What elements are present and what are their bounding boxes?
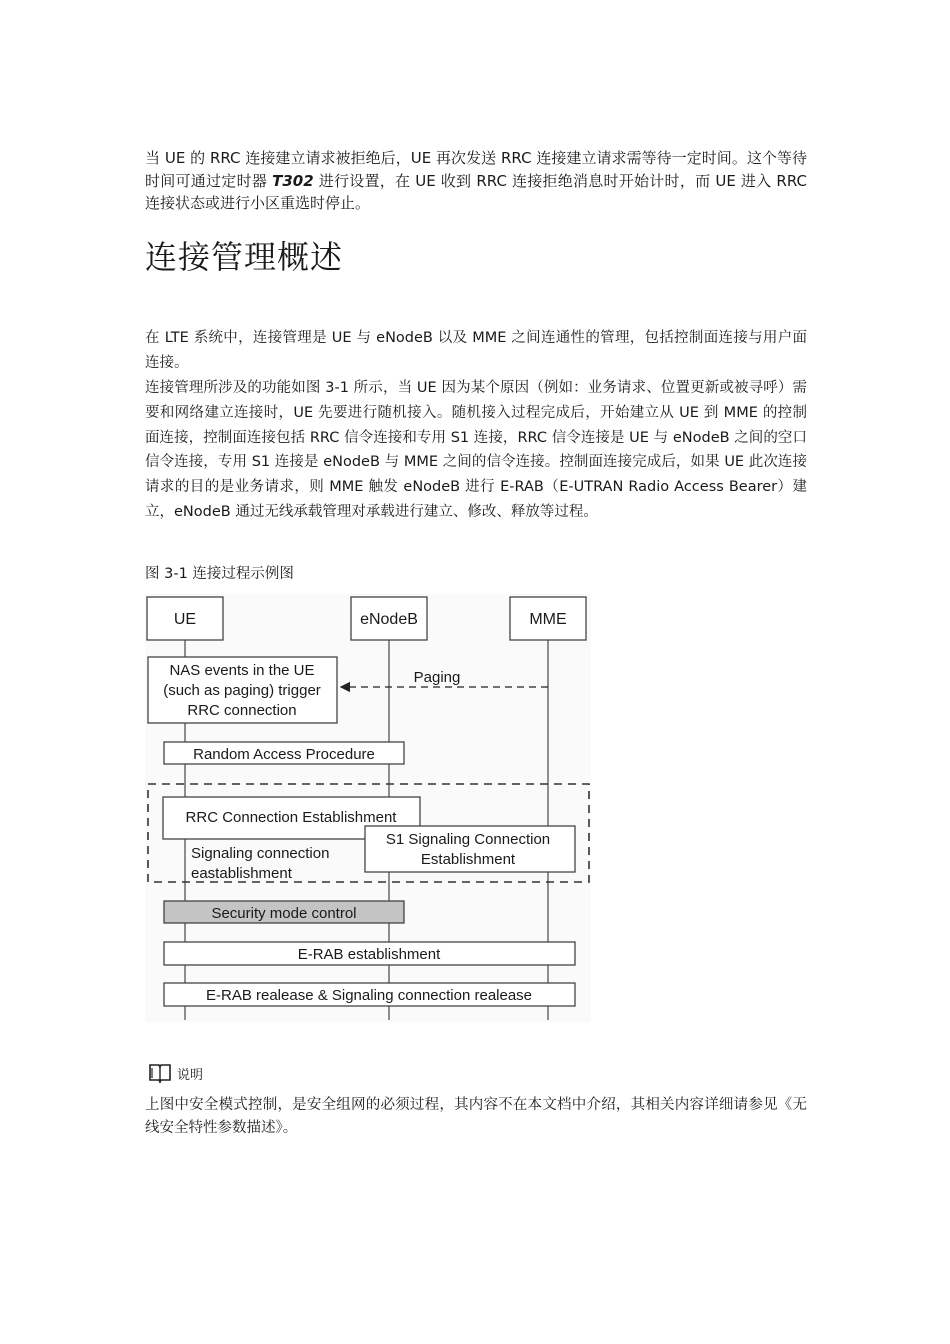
signaling-line-1: Signaling connection [191, 845, 330, 862]
erab-establishment-label: E-RAB establishment [297, 946, 441, 963]
security-mode-box [164, 901, 404, 923]
erab-release-box [164, 983, 575, 1006]
section-paragraph-1: 在 LTE 系统中，连接管理是 UE 与 eNodeB 以及 MME 之间连通性的管理，包括控制面连接与用户面连接。 [145, 330, 807, 371]
s1-line-2: Establishment [420, 851, 516, 868]
figure-caption: 图 3-1 连接过程示例图 [145, 566, 294, 582]
random-access-box [164, 742, 404, 764]
rrc-establishment-label: RRC Connection Establishment [185, 809, 397, 826]
intro-text-b: 进行设置，在 UE 收到 RRC 连接拒绝消息时开始计时，而 UE 进入 RRC 连接状态或进行小区重选时停止。 [145, 171, 807, 212]
timer-name: T302 [272, 171, 314, 190]
nas-line-3: RRC connection [187, 702, 297, 719]
mme-label: MME [529, 611, 567, 628]
nas-events-box [148, 657, 337, 723]
section-title: 连接管理概述 [145, 238, 344, 276]
section-paragraph-2: 连接管理所涉及的功能如图 3-1 所示，当 UE 因为某个原因（例如：业务请求、位置更新或被寻呼）需要和网络建立连接时，UE 先要进行随机接入。随机接入过程完成后，开始建立从 UE 到 MME 的控制面连接，控制面连接包括 RRC 信令连接和专用 S1 连接，RRC 信令连接是 UE 与 eNodeB 之间的空口信令连接，专用 S1 连接是 eNodeB 与 MME 之间的信令连接。控制面连接完成后，如果 UE 此次连接请求的目的是业务请求，则 MME 触发 eNodeB 进行 E-RAB（E-UTRAN Radio Access Bearer）建立，eNodeB 通过无线承载管理对承载进行建立、修改、释放等过程。 [145, 380, 807, 520]
erab-release-label: E-RAB realease & Signaling connection realease [205, 987, 533, 1004]
random-access-label: Random Access Procedure [193, 746, 375, 763]
erab-establishment-box [164, 942, 575, 965]
s1-signaling-box [365, 826, 575, 872]
enodeb-entity [351, 597, 427, 640]
note-header [148, 1062, 203, 1084]
nas-line-1: NAS events in the UE [169, 662, 315, 679]
nas-line-2: (such as paging) trigger [163, 682, 321, 699]
connection-flow-diagram [145, 594, 591, 1022]
intro-paragraph [145, 147, 807, 215]
paging-label: Paging [413, 669, 461, 686]
ue-entity [147, 597, 223, 640]
s1-line-1: S1 Signaling Connection [385, 831, 551, 848]
security-mode-label: Security mode control [211, 905, 357, 922]
signaling-line-2: eastablishment [191, 865, 292, 882]
intro-text-a: 当 UE 的 RRC 连接建立请求被拒绝后，UE 再次发送 RRC 连接建立请求需等待一定时间。这个等待时间可通过定时器 [145, 149, 807, 190]
enodeb-label: eNodeB [360, 611, 418, 628]
ue-label: UE [173, 611, 197, 628]
note-label: 说明 [177, 1067, 204, 1083]
mme-entity [510, 597, 586, 640]
book-icon [148, 1062, 172, 1084]
note-text: 上图中安全模式控制，是安全组网的必须过程，其内容不在本文档中介绍，其相关内容详细请参见《无线安全特性参数描述》。 [145, 1097, 807, 1136]
